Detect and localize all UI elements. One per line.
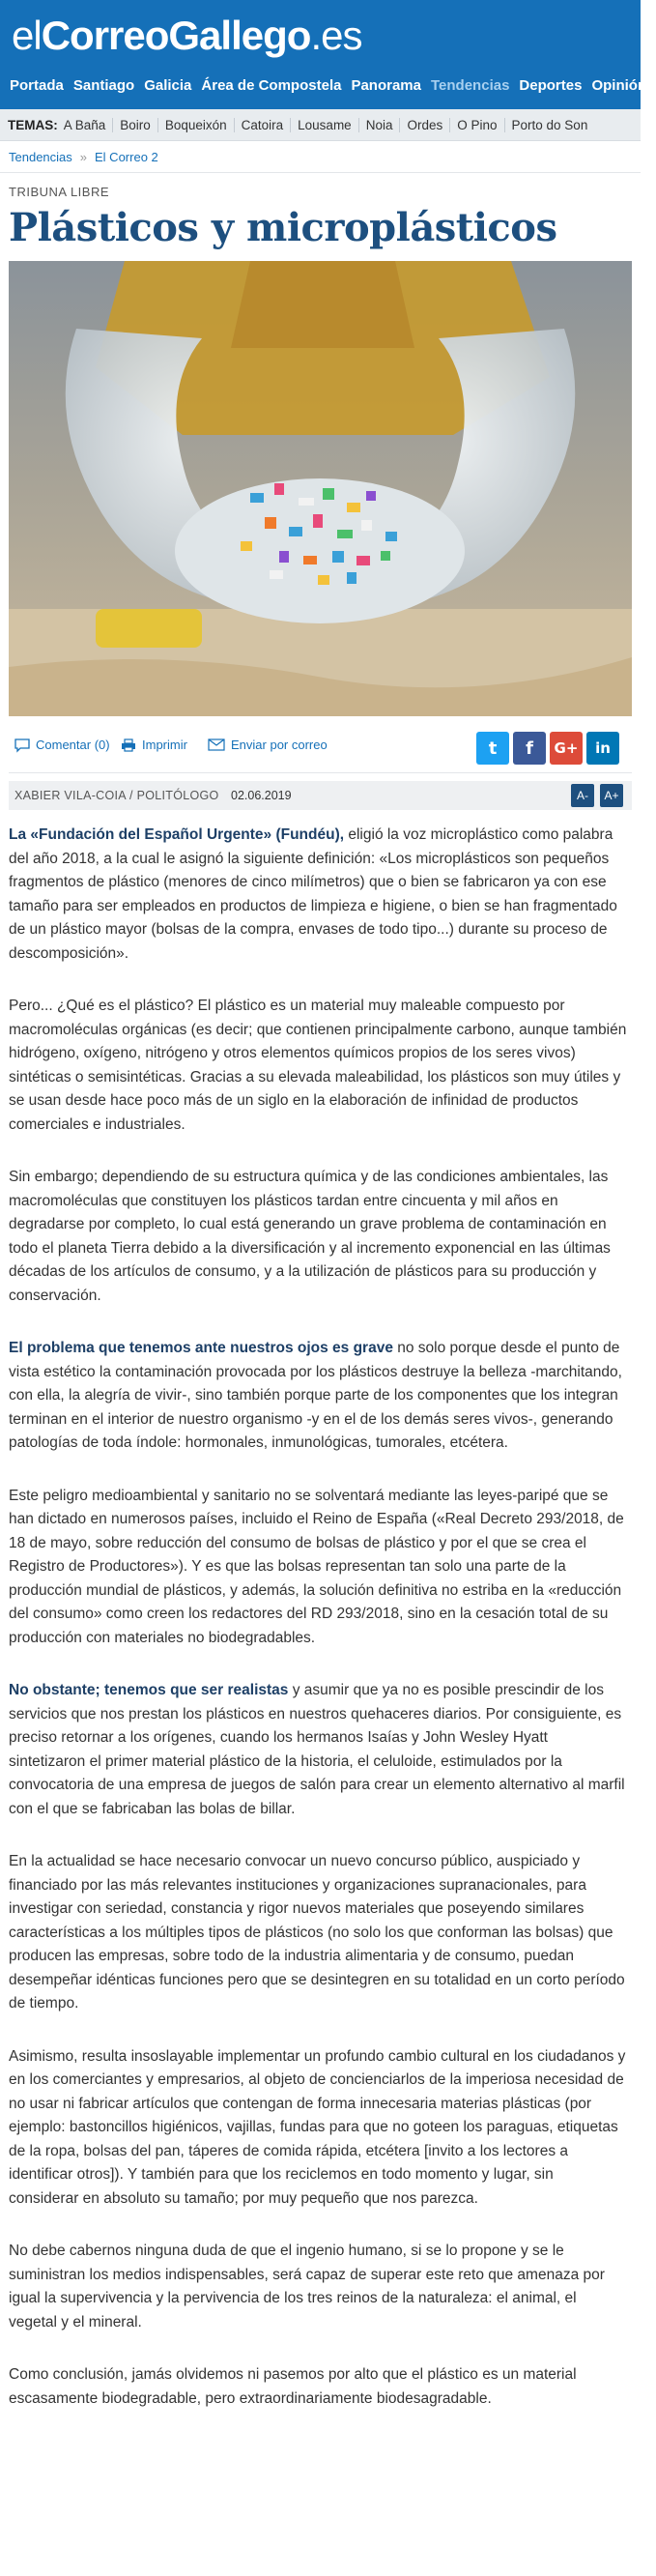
print-link[interactable]: [121, 738, 187, 752]
main-nav: [10, 77, 656, 94]
nav-item-santiago[interactable]: Santiago: [72, 77, 135, 94]
paragraph-lead: La «Fundación del Español Urgente» (Fundéu),: [9, 826, 345, 843]
logo-prefix: el: [12, 13, 42, 58]
article-paragraph: [9, 2240, 627, 2334]
section-label: TRIBUNA LIBRE: [9, 185, 110, 199]
article-byline: [9, 781, 632, 810]
nav-item-area-compostela[interactable]: Área de Compostela: [201, 77, 342, 94]
topic-link[interactable]: Boqueixón: [157, 118, 234, 132]
paragraph-text: No debe cabernos ninguna duda de que el ingenio humano, si se lo propone y se le suministran los medios indispensables, será capaz de superar este reto que amenaza por igual la supervivencia y la pervivencia de los tres reinos de la naturaleza: el animal, el vegetal y el mineral.: [9, 2243, 605, 2330]
paragraph-text: Sin embargo; dependiendo de su estructura química y de las condiciones ambientales, las macromoléculas que constituyen los plásticos tardan entre cincuenta y mil años en degradarse por completo, lo cual está generando un grave problema de contaminación en todo el planeta Tierra debido a la diversificación y al incremento exponencial en las últimas décadas de los artículos de consumo, y a la utilización de plásticos para su producción y conservación.: [9, 1169, 611, 1304]
comment-label: Comentar (0): [36, 738, 110, 752]
print-label: Imprimir: [142, 738, 187, 752]
site-header: [0, 0, 647, 109]
topic-link[interactable]: Porto do Son: [504, 118, 595, 132]
paragraph-lead: No obstante; tenemos que ser realistas: [9, 1682, 289, 1698]
publish-date: 02.06.2019: [231, 789, 292, 802]
paragraph-text: no solo porque desde el punto de vista estético la contaminación provocada por los plásticos destruye la belleza -marchitando, con ella, la alegría de vivir-, sino también porque parte de los componentes que los integran terminan en el interior de nuestro organismo -y en el de los demás seres vivos-, generando patologías de toda índole: hormonales, inmunológicas, tumorales, etcétera.: [9, 1340, 622, 1451]
paragraph-text: En la actualidad se hace necesario convocar un nuevo concurso público, auspiciado y financiado por las más relevantes instituciones y organizaciones supranacionales, para investigar con seriedad, constancia y rigor nuevos materiales que poseyendo similares características a los múltiples tipos de plásticos (no solo los que conforman las bolsas) que producen las empresas, sobre todo de la industria alimentaria y de consumo, puedan desempeñar idénticas funciones pero que se desintegren en su totalidad en un corto período de tiempo.: [9, 1853, 625, 2012]
paragraph-text: eligió la voz microplástico como palabra del año 2018, a la cual le asignó la siguiente definición: «Los microplásticos son pequeños fragmentos de plástico (menores de cinco milímetros) que o bien se fabricaron ya con ese tamaño para ser empleados en productos de limpieza e higiene, o bien se han fragmentado de un plástico mayor (bolsas de la compra, envases de todo tipo...) durante su proceso de descomposición».: [9, 826, 617, 962]
nav-item-galicia[interactable]: Galicia: [144, 77, 192, 94]
facebook-share-button[interactable]: [513, 732, 546, 765]
logo-main: CorreoGallego: [41, 13, 311, 58]
nav-item-panorama[interactable]: Panorama: [351, 77, 421, 94]
article-paragraph: [9, 1679, 627, 1821]
linkedin-icon: in: [595, 739, 611, 757]
email-label: Enviar por correo: [231, 738, 328, 752]
breadcrumb-tendencias[interactable]: Tendencias: [9, 149, 72, 164]
facebook-icon: f: [526, 738, 533, 759]
breadcrumb-separator: »: [79, 149, 88, 164]
gloved-hands-microplastics-image: [9, 261, 632, 716]
topic-link[interactable]: Ordes: [399, 118, 449, 132]
topics-bar: [0, 109, 641, 141]
paragraph-text: Pero... ¿Qué es el plástico? El plástico es un material muy maleable compuesto por macromoléculas orgánicas (es decir; que contienen principalmente carbono, aunque también hidrógeno, oxígeno, nitrógeno y otros elementos químicos propios de los seres vivos) sintéticas o semisintéticas. Gracias a su elevada maleabilidad, los plásticos son muy útiles y se usan desde hace poco más de un siglo en la elaboración de infinidad de productos comerciales e industriales.: [9, 998, 627, 1133]
paragraph-text: y asumir que ya no es posible prescindir de los servicios que nos prestan los plásticos en nuestros quehaceres diarios. Por consiguiente, es preciso retornar a los orígenes, cuando los hermanos Isaías y John Wesley Hyatt sintetizaron el primer material plástico de la historia, el celuloide, estimulados por la convocatoria de una empresa de juegos de salón para crear un elemento alternativo al marfil con el que se fabricaban las bolas de billar.: [9, 1682, 625, 1817]
page-title: Plásticos y microplásticos: [9, 205, 557, 250]
breadcrumb: [0, 141, 641, 173]
topic-link[interactable]: Boiro: [112, 118, 157, 132]
article-paragraph: [9, 2363, 627, 2411]
nav-item-deportes[interactable]: Deportes: [519, 77, 583, 94]
article-paragraph: [9, 824, 627, 966]
article-photo: [9, 261, 632, 716]
author-name: XABIER VILA-COIA / POLITÓLOGO: [14, 789, 219, 802]
envelope-icon: [208, 738, 225, 751]
paragraph-text: Este peligro medioambiental y sanitario no se solventará mediante las leyes-paripé que se han dictado en numerosos países, incluido el Reino de España («Real Decreto 293/2018, de 18 de mayo, sobre reducción del consumo de bolsas de plástico y por el que se crea el Registro de Productores»). Y es que las bolsas representan tan solo una parte de la producción mundial de plásticos, y además, la solución definitiva no estriba en la «reducción del consumo» como creen los redactores del RD 293/2018, sino en la cesación total de su producción con materiales no biodegradables.: [9, 1487, 624, 1646]
topic-link[interactable]: Noia: [358, 118, 400, 132]
article-paragraph: [9, 2045, 627, 2212]
topic-link[interactable]: O Pino: [449, 118, 503, 132]
linkedin-share-button[interactable]: [586, 732, 619, 765]
google-plus-share-button[interactable]: [550, 732, 583, 765]
breadcrumb-el-correo-2[interactable]: El Correo 2: [95, 149, 158, 164]
article-paragraph: [9, 995, 627, 1137]
printer-icon: [121, 738, 136, 752]
nav-item-tendencias[interactable]: Tendencias: [431, 77, 510, 94]
twitter-share-button[interactable]: [476, 732, 509, 765]
font-decrease-button[interactable]: A-: [571, 784, 594, 807]
nav-item-opinion[interactable]: Opinión: [591, 77, 647, 94]
twitter-icon: t: [488, 738, 498, 759]
font-increase-button[interactable]: A+: [600, 784, 623, 807]
article-paragraph: [9, 1850, 627, 2016]
comment-link[interactable]: [14, 738, 110, 752]
paragraph-text: Como conclusión, jamás olvidemos ni pasemos por alto que el plástico es un material escasamente biodegradable, pero extraordinariamente biodesagradable.: [9, 2366, 577, 2407]
article-paragraph: [9, 1337, 627, 1456]
article-paragraph: [9, 1166, 627, 1308]
site-logo[interactable]: [12, 12, 361, 60]
logo-suffix: .es: [310, 13, 362, 58]
topic-link[interactable]: A Baña: [63, 117, 106, 132]
article-paragraph: [9, 1485, 627, 1651]
nav-item-portada[interactable]: Portada: [10, 77, 64, 94]
topics-label: TEMAS:: [8, 117, 58, 132]
paragraph-text: Asimismo, resulta insoslayable implementar un profundo cambio cultural en los ciudadanos y en los comerciantes y empresarios, al objeto de concienciarlos de la imperiosa necesidad de no usar ni fabricar artículos que contengan de forma innecesaria materias plásticas (por ejemplo: bastoncillos higiénicos, vajillas, fundas para que no goteen los paraguas, etiquetas de la ropa, bolsas del pan, táperes de comida rápida, etcétera [invito a los lectores a identificar otros]). Y también para que los reciclemos en todo momento y lugar, sin considerar en absoluto su tamaño; por muy pequeño que nos parezca.: [9, 2047, 626, 2207]
comment-icon: [14, 738, 30, 752]
paragraph-lead: El problema que tenemos ante nuestros ojos es grave: [9, 1340, 393, 1356]
email-link[interactable]: [208, 738, 328, 752]
article-body: [9, 824, 627, 2411]
article-tools: [9, 716, 632, 773]
topic-link[interactable]: Lousame: [290, 118, 358, 132]
topic-link[interactable]: Catoira: [234, 118, 291, 132]
google-plus-icon: G+: [554, 739, 579, 757]
